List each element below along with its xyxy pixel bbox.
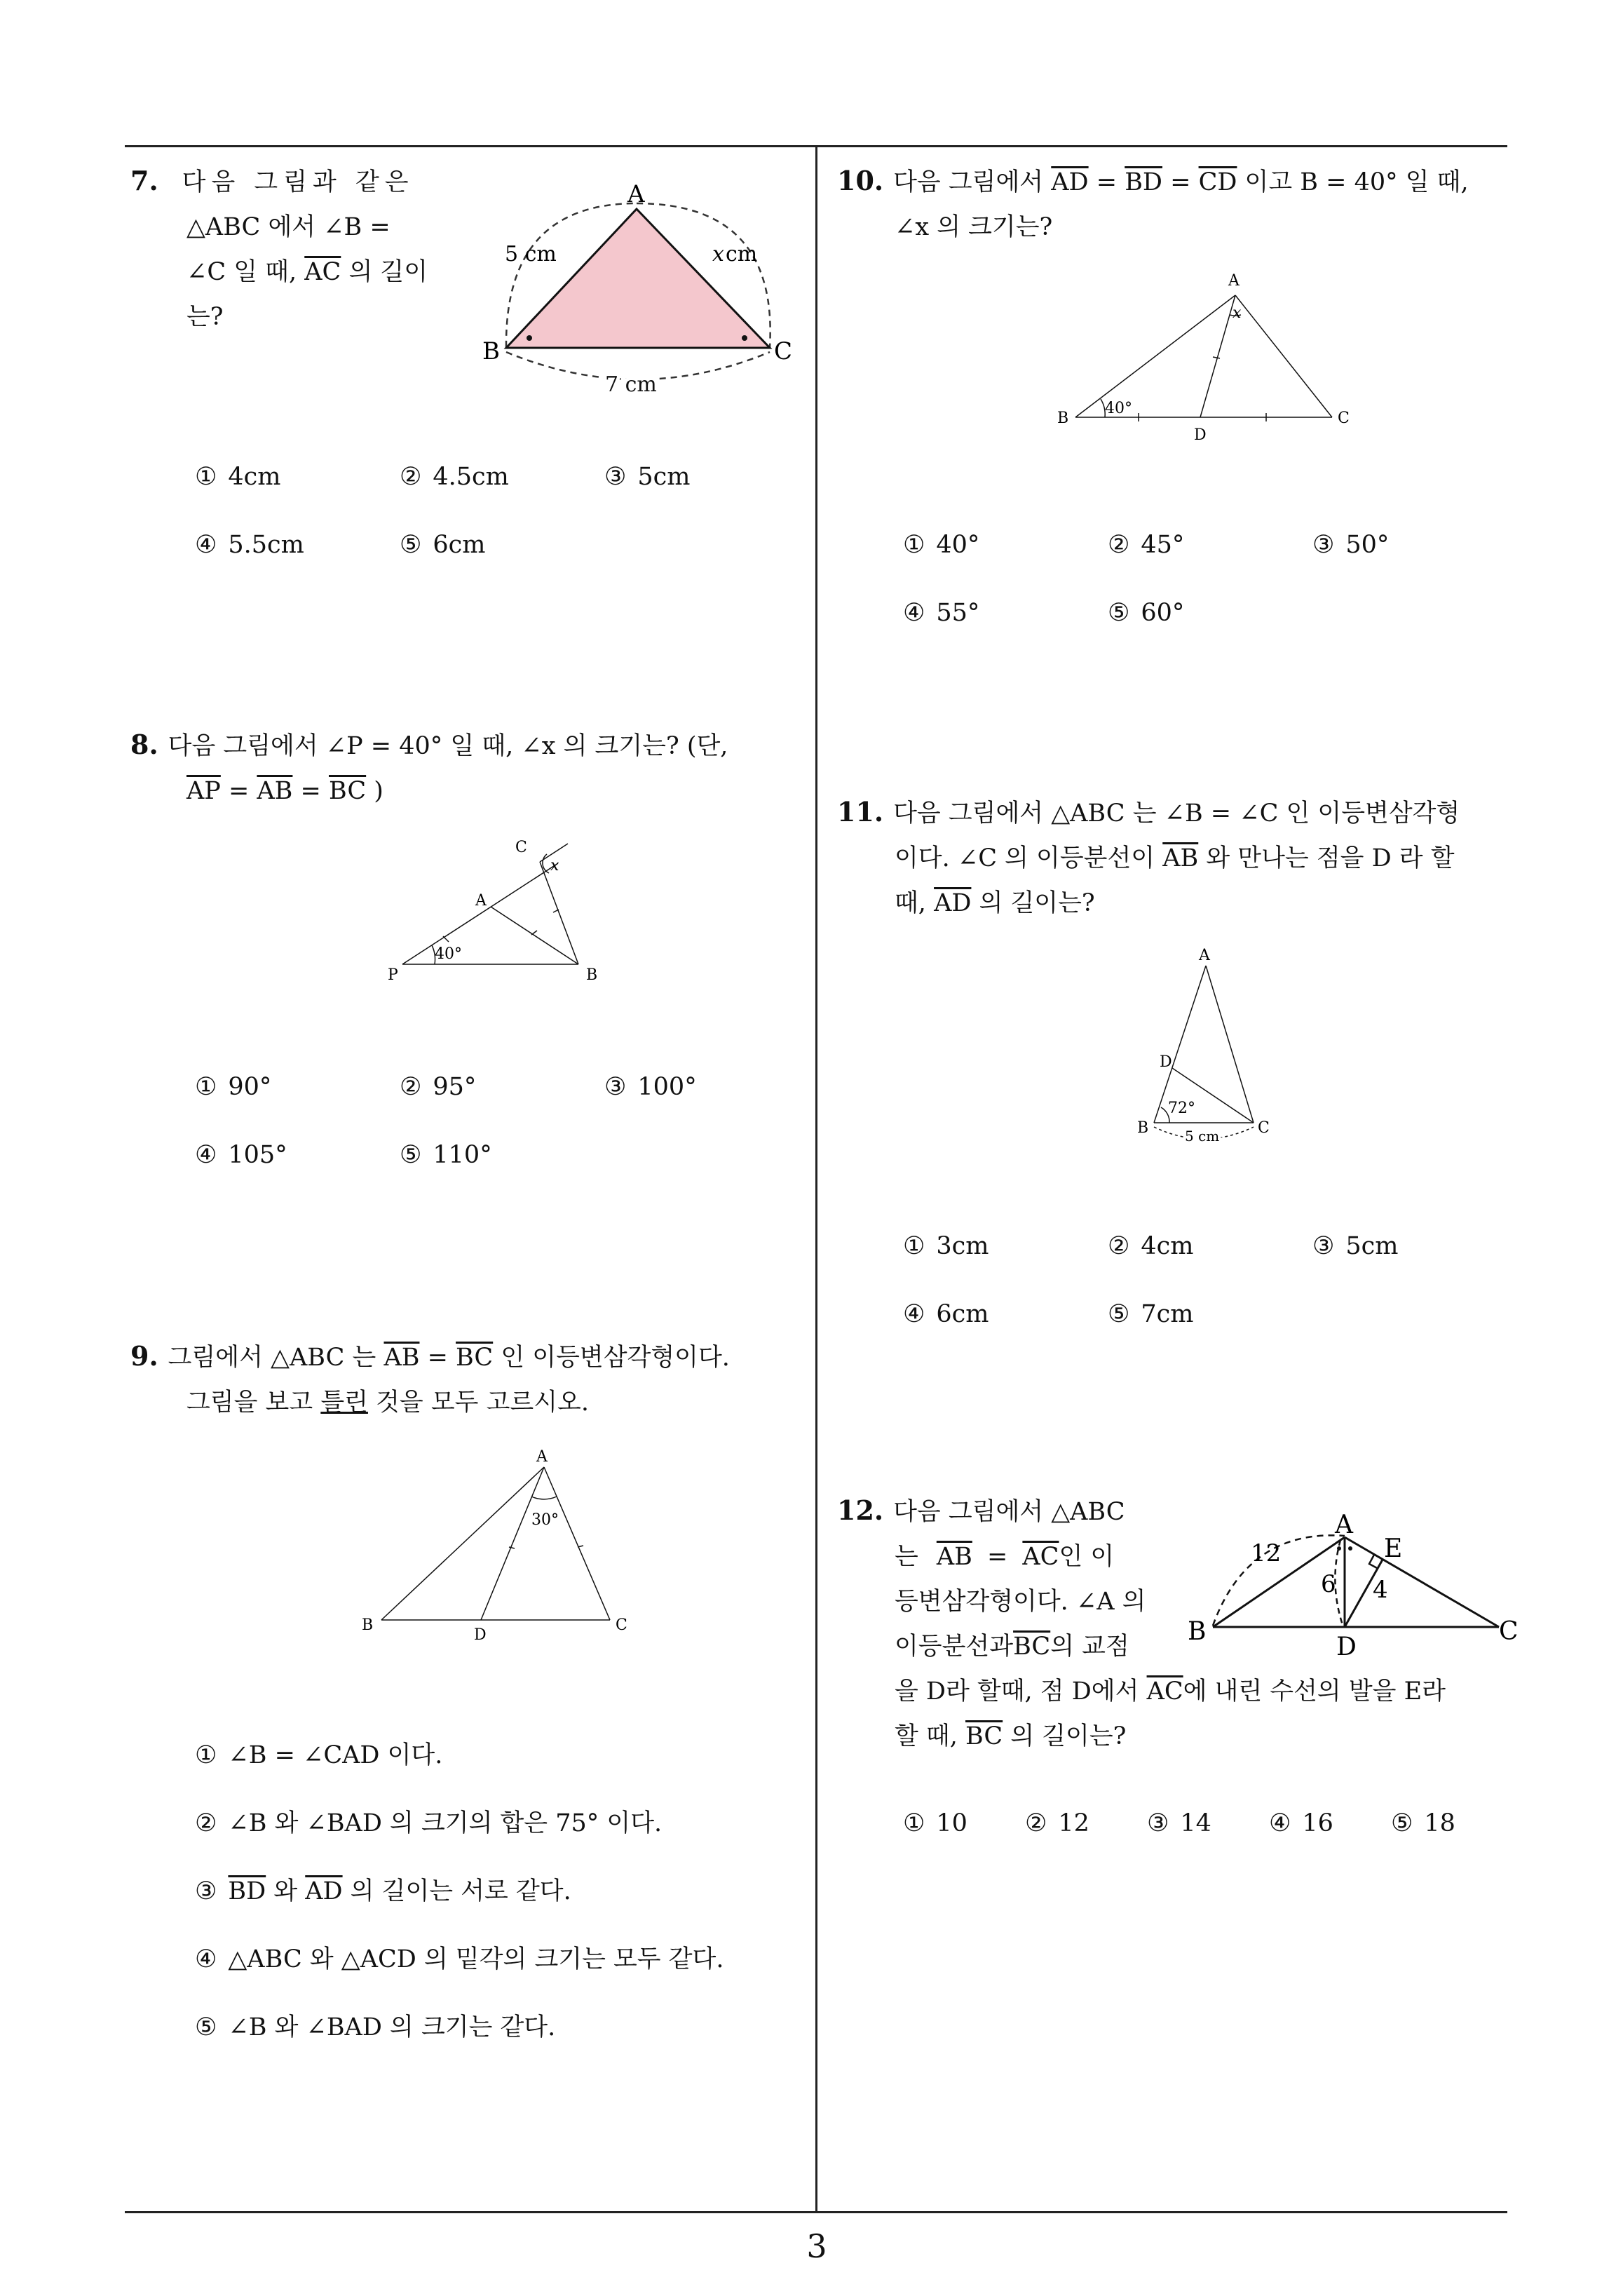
choice-11-4[interactable]: ④ 6cm <box>903 1300 989 1328</box>
question-number: 8. <box>130 729 158 760</box>
svg-text:72°: 72° <box>1168 1100 1195 1117</box>
svg-text:A: A <box>627 180 645 208</box>
svg-text:12: 12 <box>1251 1539 1282 1567</box>
svg-text:C: C <box>1499 1617 1519 1646</box>
svg-text:C: C <box>1258 1119 1270 1137</box>
svg-text:cm: cm <box>726 242 758 266</box>
svg-text:D: D <box>474 1626 487 1644</box>
choice-7-1[interactable]: ① 4cm <box>195 463 281 491</box>
svg-text:D: D <box>1160 1053 1172 1071</box>
svg-text:A: A <box>1199 947 1210 964</box>
svg-text:A: A <box>1228 272 1240 290</box>
choice-7-2[interactable]: ② 4.5cm <box>400 463 509 491</box>
svg-text:A: A <box>1335 1511 1353 1539</box>
choice-12-2[interactable]: ② 12 <box>1025 1809 1089 1837</box>
svg-text:x: x <box>712 242 724 266</box>
choice-8-5[interactable]: ⑤ 110° <box>400 1141 492 1169</box>
choice-8-1[interactable]: ① 90° <box>195 1073 272 1101</box>
choice-10-3[interactable]: ③ 50° <box>1312 531 1390 559</box>
svg-text:B: B <box>1137 1119 1149 1137</box>
question-number: 11. <box>837 796 884 828</box>
triangle-figure-q10 <box>1052 270 1360 452</box>
choice-11-2[interactable]: ② 4cm <box>1108 1232 1194 1260</box>
question-number: 7. <box>130 165 158 196</box>
choice-10-2[interactable]: ② 45° <box>1108 531 1185 559</box>
question-9: 9. 그림에서 △ABC 는 $\overline{AB} = \overline{BC}$ 인 이등변삼각형이다. 그림을 보고 틀린 것을 모두 고르시오. <box>130 1340 730 1417</box>
svg-text:5 cm: 5 cm <box>1185 1128 1220 1144</box>
page-number: 3 <box>806 2227 827 2265</box>
svg-text:E: E <box>1384 1534 1403 1563</box>
svg-text:C: C <box>515 839 527 856</box>
choice-7-3[interactable]: ③ 5cm <box>604 463 691 491</box>
choice-7-5[interactable]: ⑤ 6cm <box>400 531 486 559</box>
choice-8-4[interactable]: ④ 105° <box>195 1141 287 1169</box>
svg-text:7 cm: 7 cm <box>605 372 657 397</box>
svg-text:40°: 40° <box>435 945 462 963</box>
choice-9-1[interactable]: ① ∠B = ∠CAD 이다. <box>195 1741 443 1769</box>
choice-8-3[interactable]: ③ 100° <box>604 1073 697 1101</box>
question-11: 11. 다음 그림에서 △ABC 는 ∠B = ∠C 인 이등변삼각형 이다. ∠C 의 이등분선이 $\overline{AB}$ 와 만나는 점을 D 라 할 때, $\overline{AD}$ 의 길이는? <box>837 796 1460 917</box>
svg-text:C: C <box>1338 410 1350 427</box>
question-8: 8. 다음 그림에서 ∠P = 40° 일 때, ∠x 의 크기는? (단, $\overline{AP} = \overline{AB} = \overline{BC}$ ) <box>130 729 728 805</box>
choice-11-3[interactable]: ③ 5cm <box>1312 1232 1399 1260</box>
svg-text:P: P <box>388 966 398 984</box>
triangle-figure-q9 <box>351 1446 645 1642</box>
svg-text:6: 6 <box>1321 1570 1336 1598</box>
svg-text:A: A <box>475 892 487 910</box>
choice-12-5[interactable]: ⑤ 18 <box>1391 1809 1455 1837</box>
choice-7-4[interactable]: ④ 5.5cm <box>195 531 304 559</box>
choice-9-2[interactable]: ② ∠B 와 ∠BAD 의 크기의 합은 75° 이다. <box>195 1809 663 1837</box>
triangle-figure-q8 <box>379 831 603 992</box>
choice-11-5[interactable]: ⑤ 7cm <box>1108 1300 1194 1328</box>
question-number: 10. <box>837 165 884 196</box>
choice-9-4[interactable]: ④ △ABC 와 △ACD 의 밑각의 크기는 모두 같다. <box>195 1945 724 1973</box>
triangle-figure-q12 <box>1185 1501 1519 1662</box>
choice-8-2[interactable]: ② 95° <box>400 1073 477 1101</box>
choice-12-1[interactable]: ① 10 <box>903 1809 967 1837</box>
svg-text:4: 4 <box>1373 1576 1388 1604</box>
question-number: 9. <box>130 1340 158 1372</box>
svg-text:C: C <box>616 1616 627 1634</box>
bottom-rule <box>125 2211 1507 2213</box>
choice-9-5[interactable]: ⑤ ∠B 와 ∠BAD 의 크기는 같다. <box>195 2013 556 2041</box>
question-10: 10. 다음 그림에서 $\overline{AD} = \overline{BD} = \overline{CD}$ 이고 B = 40° 일 때, ∠x 의 크기는? <box>837 165 1469 241</box>
svg-text:D: D <box>1336 1633 1357 1661</box>
svg-text:C: C <box>774 337 793 365</box>
svg-text:5 cm: 5 cm <box>505 242 557 266</box>
svg-text:40°: 40° <box>1105 400 1132 417</box>
choice-12-3[interactable]: ③ 14 <box>1147 1809 1211 1837</box>
choice-11-1[interactable]: ① 3cm <box>903 1232 989 1260</box>
choice-12-4[interactable]: ④ 16 <box>1269 1809 1333 1837</box>
svg-text:D: D <box>1194 426 1207 444</box>
choice-10-1[interactable]: ① 40° <box>903 531 980 559</box>
svg-text:B: B <box>1188 1617 1207 1646</box>
triangle-figure-q11 <box>1129 943 1276 1154</box>
choice-10-5[interactable]: ⑤ 60° <box>1108 599 1185 627</box>
choice-10-4[interactable]: ④ 55° <box>903 599 980 627</box>
svg-text:x: x <box>550 857 559 874</box>
svg-text:B: B <box>1057 410 1069 427</box>
choice-9-3[interactable]: ③ $\overline{BD}$ 와 $\overline{AD}$ 의 길이는 서로 같다. <box>195 1877 571 1905</box>
column-divider <box>815 145 817 2213</box>
svg-text:x: x <box>1232 304 1242 322</box>
triangle-figure-q7 <box>477 175 806 407</box>
svg-text:A: A <box>536 1448 548 1466</box>
svg-text:B: B <box>482 337 500 365</box>
question-12: 12. 다음 그림에서 △ABC 는 $\overline{AB} = \overline{AC}$인 이 등변삼각형이다. ∠A 의 이등분선과$\overline{BC}$의 교점 을 D라 할때, 점 D에서 $\overline{AC}$에 내린 수선의 발을 E라 할 때, $\overline{BC}$ 의 길이는? <box>837 1494 1446 1750</box>
svg-text:30°: 30° <box>531 1511 559 1529</box>
question-number: 12. <box>837 1494 884 1526</box>
svg-text:B: B <box>362 1616 374 1634</box>
svg-text:B: B <box>586 966 598 984</box>
question-7: 7. 다음 그림과 같은 △ABC 에서 ∠B = ∠C 일 때, $\overline{AC}$ 의 길이 는? <box>130 165 428 331</box>
